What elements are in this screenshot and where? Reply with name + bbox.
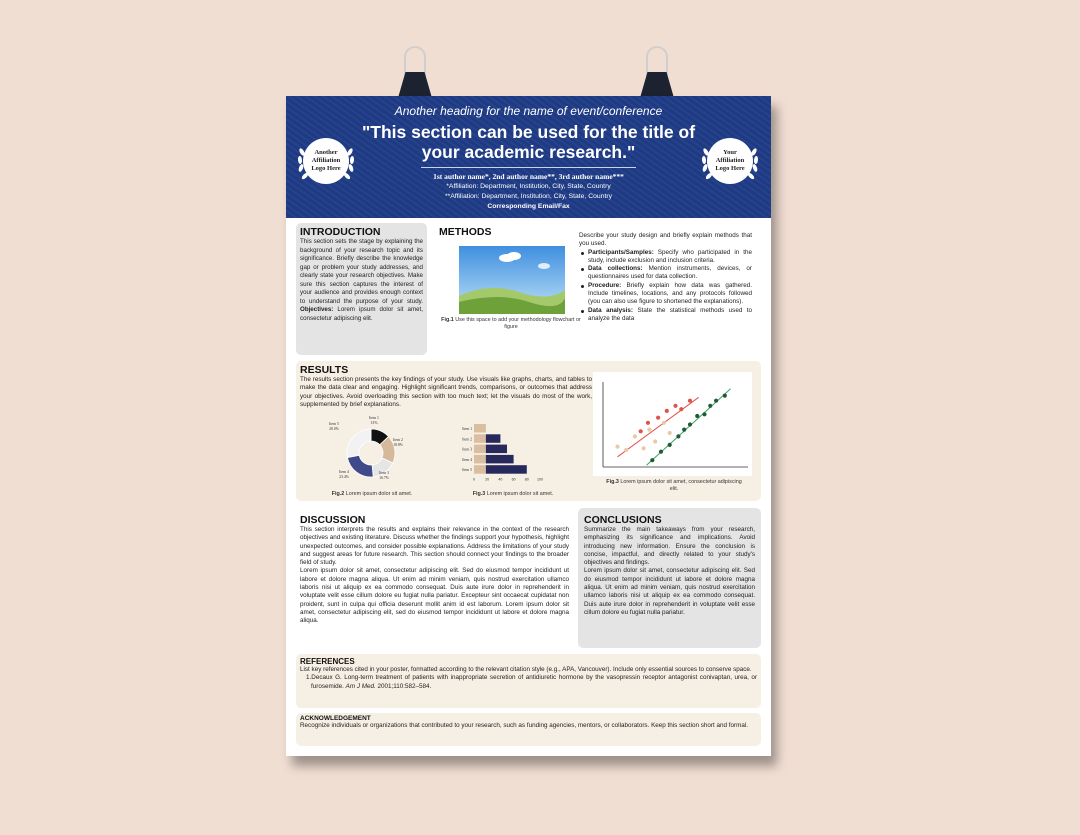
acknowledgement-heading: ACKNOWLEDGEMENT [300,715,371,722]
bar-tick-label: 60 [511,477,516,482]
donut-label: Item 1 [369,416,379,420]
scatter-point [702,412,706,416]
bar-tick-label: 100 [537,477,543,482]
logo-left-text: Another Affiliation Logo Here [303,138,349,184]
bar [486,445,507,454]
poster-header [286,96,771,218]
methodology-figure [459,246,565,314]
scatter-point [682,428,686,432]
methods-item-procedure: Procedure: Briefly explain how data was gathered. Include timelines, locations, and any protocols followed (you can also use figure to shortened the explanations). [579,282,752,307]
bar [474,445,486,454]
scatter-point [668,431,672,435]
scatter-point [639,429,643,433]
bar [486,455,514,464]
bar-category-label: Item 5 [462,468,472,473]
donut-chart [326,413,416,488]
bar [474,465,486,474]
donut-label: Item 4 [339,470,349,474]
donut-label: Item 5 [329,422,339,426]
bar [474,455,486,464]
scatter-point [653,439,657,443]
methods-heading: METHODS [439,226,492,238]
affiliation-1: *Affiliation: Department, Institution, City, State, Country [446,183,611,190]
scatter-chart [593,372,752,476]
poster-title: "This section can be used for the title of your academic research." [361,122,696,162]
acknowledgement-section [296,713,761,746]
bar-tick-label: 40 [498,477,503,482]
discussion-text-1: This section interprets the results and explains their relevance in the context of the research objectives and existing literature. Discuss whether the findings support your hypothesis, highlight unexpected outcomes, and consider possible explanations. Address the limitations of your study and suggest areas for future research. This section should connect your findings to the broader field of study. [300,526,569,567]
conclusions-text-1: Summarize the main takeaways from your research, emphasizing its significance and implications. Avoid introducing new information. Ensure the conclusion is concise, impactful, and directly related to your study's objectives and findings. [584,526,755,567]
results-heading: RESULTS [300,364,349,376]
methods-item-data-analysis: Data analysis: State the statistical methods used to analyze the data [579,307,752,324]
landscape-image-icon [459,246,565,314]
logo-right [699,134,761,190]
references-section [296,654,761,708]
scatter-point [673,404,677,408]
scatter-point [723,394,727,398]
methods-item-data-collections: Data collections: Mention instruments, devices, or questionnaires used for data collection. [579,265,752,282]
logo-left [295,134,357,190]
scatter-point [714,399,718,403]
donut-label: 23.4% [339,475,349,479]
scatter-point [679,407,683,411]
results-text: The results section presents the key findings of your study. Use visuals like graphs, charts, and tables to make the data clear and engaging. Highlight significant trends, comparisons, or outcomes that address your objectives. Avoid overloading this section with too much text; let the visuals do most of the work, supplemented by brief explanations. [300,376,592,408]
scatter-point [688,422,692,426]
donut-label: 28.0% [329,427,339,431]
trend-line [618,397,699,457]
donut-label: Item 3 [379,471,389,475]
results-header [300,364,592,409]
corresponding-contact: Corresponding Email/Fax [487,203,570,210]
scatter-point [695,414,699,418]
methods-list [579,249,752,324]
bar-category-label: Item 2 [462,437,472,442]
bar-category-label: Item 4 [462,457,472,462]
references-text: List key references cited in your poster, formatted according to the relevant citation style (e.g., APA, Vancouver). Include only essential sources to conserve space. [300,666,752,673]
methods-item-participants: Participants/Samples: Specify who participated in the study, include exclusion and inclusion criteria. [579,249,752,266]
scatter-point [650,458,654,462]
donut-label: 18.8% [393,443,403,447]
donut-label: Item 2 [393,438,403,442]
discussion-text-2: Lorem ipsum dolor sit amet, consectetur adipiscing elit. Sed do eiusmod tempor incididunt ut labore et dolore magna aliqua. Ut enim ad minim veniam, quis nostrud exercitation ullamco laboris nisi ut aliquip ex ea commodo consequat. Duis aute irure dolor in reprehenderit in voluptate velit esse cillum dolore eu fugiat nulla pariatur. Excepteur sint occaecat cupidatat non proident, sunt in culpa qui officia deserunt mollit anim id est laborum. Lorem ipsum dolor sit amet, consectetur adipiscing elit, sed do eiusmod tempor incididunt ut labore et dolore magna aliqua. [300,567,569,625]
discussion-heading: DISCUSSION [300,514,366,526]
introduction-section [296,223,427,355]
bar-tick-label: 20 [485,477,490,482]
bar [474,424,486,433]
fig2-caption: Fig.2 Lorem ipsum dolor sit amet. [331,491,413,497]
bar [474,434,486,443]
bar [486,434,501,443]
scatter-point [615,445,619,449]
scatter-point [624,448,628,452]
scatter-point [665,409,669,413]
title-divider [421,167,636,168]
introduction-heading: INTRODUCTION [300,226,381,238]
scatter-point [676,434,680,438]
scatter-point [708,404,712,408]
discussion-section [300,514,569,626]
event-heading: Another heading for the name of event/conference [394,104,663,118]
bar-tick-label: 0 [473,477,475,482]
reference-item: 1.Decaux G. Long-term treatment of patients with inappropriate secretion of antidiuretic hormone by the vasopressin receptor antagonist conivaptan, urea, or furosemide. Am J Med. 2001;110:582–584. [306,674,757,690]
affiliation-2: **Affiliation: Department, Institution, City, State, Country [444,193,613,200]
bar-chart [454,422,544,487]
scatter-point [646,421,650,425]
bar-category-label: Item 1 [462,426,472,431]
logo-right-text: Your Affiliation Logo Here [707,138,753,184]
donut-label: 16.7% [379,476,389,480]
fig3b-caption: Fig.3 Lorem ipsum dolor sit amet, consectetur adipiscing elit. [606,479,742,492]
scatter-point [688,399,692,403]
conclusions-heading: CONCLUSIONS [584,514,662,526]
methods-intro: Describe your study design and briefly explain methods that you used. [579,232,752,248]
bar-tick-label: 80 [524,477,529,482]
acknowledgement-text: Recognize individuals or organizations that contributed to your research, such as funding agencies, mentors, or collaborators. Keep this section short and formal. [300,722,749,729]
scatter-point [662,421,666,425]
references-heading: REFERENCES [300,657,355,666]
scatter-point [633,434,637,438]
scatter-point [668,443,672,447]
poster [286,96,771,756]
methods-text [579,232,752,323]
scatter-point [642,446,646,450]
conclusions-section [578,508,761,648]
conclusions-text-2: Lorem ipsum dolor sit amet, consectetur adipiscing elit. Sed do eiusmod tempor incididunt ut labore et dolore magna aliqua. Ut enim ad minim veniam, quis nostrud exercitation ullamco laboris nisi ut aliquip ex ea commodo consequat. Duis aute irure dolor in reprehenderit in voluptate velit esse cillum dolore eu fugiat nulla pariatur. [584,567,755,616]
donut-slice [347,455,373,477]
scatter-point [647,428,651,432]
donut-label: 13% [370,421,378,425]
fig1-caption: Fig.1 Use this space to add your methodology flowchart or figure [441,317,581,330]
bar-category-label: Item 3 [462,447,472,452]
author-names: 1st author name*, 2nd author name**, 3rd author name*** [433,172,624,181]
introduction-text: This section sets the stage by explaining the background of your research topic and its significance. Briefly describe the knowledge gap or problem your study addresses, and clearly state your research objectives. Make sure this section captures the interest of your audience and provides enough context to understand the purpose of your study. Objectives: Lorem ipsum dolor sit amet, consectetur adipiscing elit. [300,238,423,322]
scatter-point [659,450,663,454]
fig3a-caption: Fig.3 Lorem ipsum dolor sit amet. [472,491,554,497]
donut-slice [347,429,371,458]
bar [486,465,527,474]
scatter-point [656,416,660,420]
